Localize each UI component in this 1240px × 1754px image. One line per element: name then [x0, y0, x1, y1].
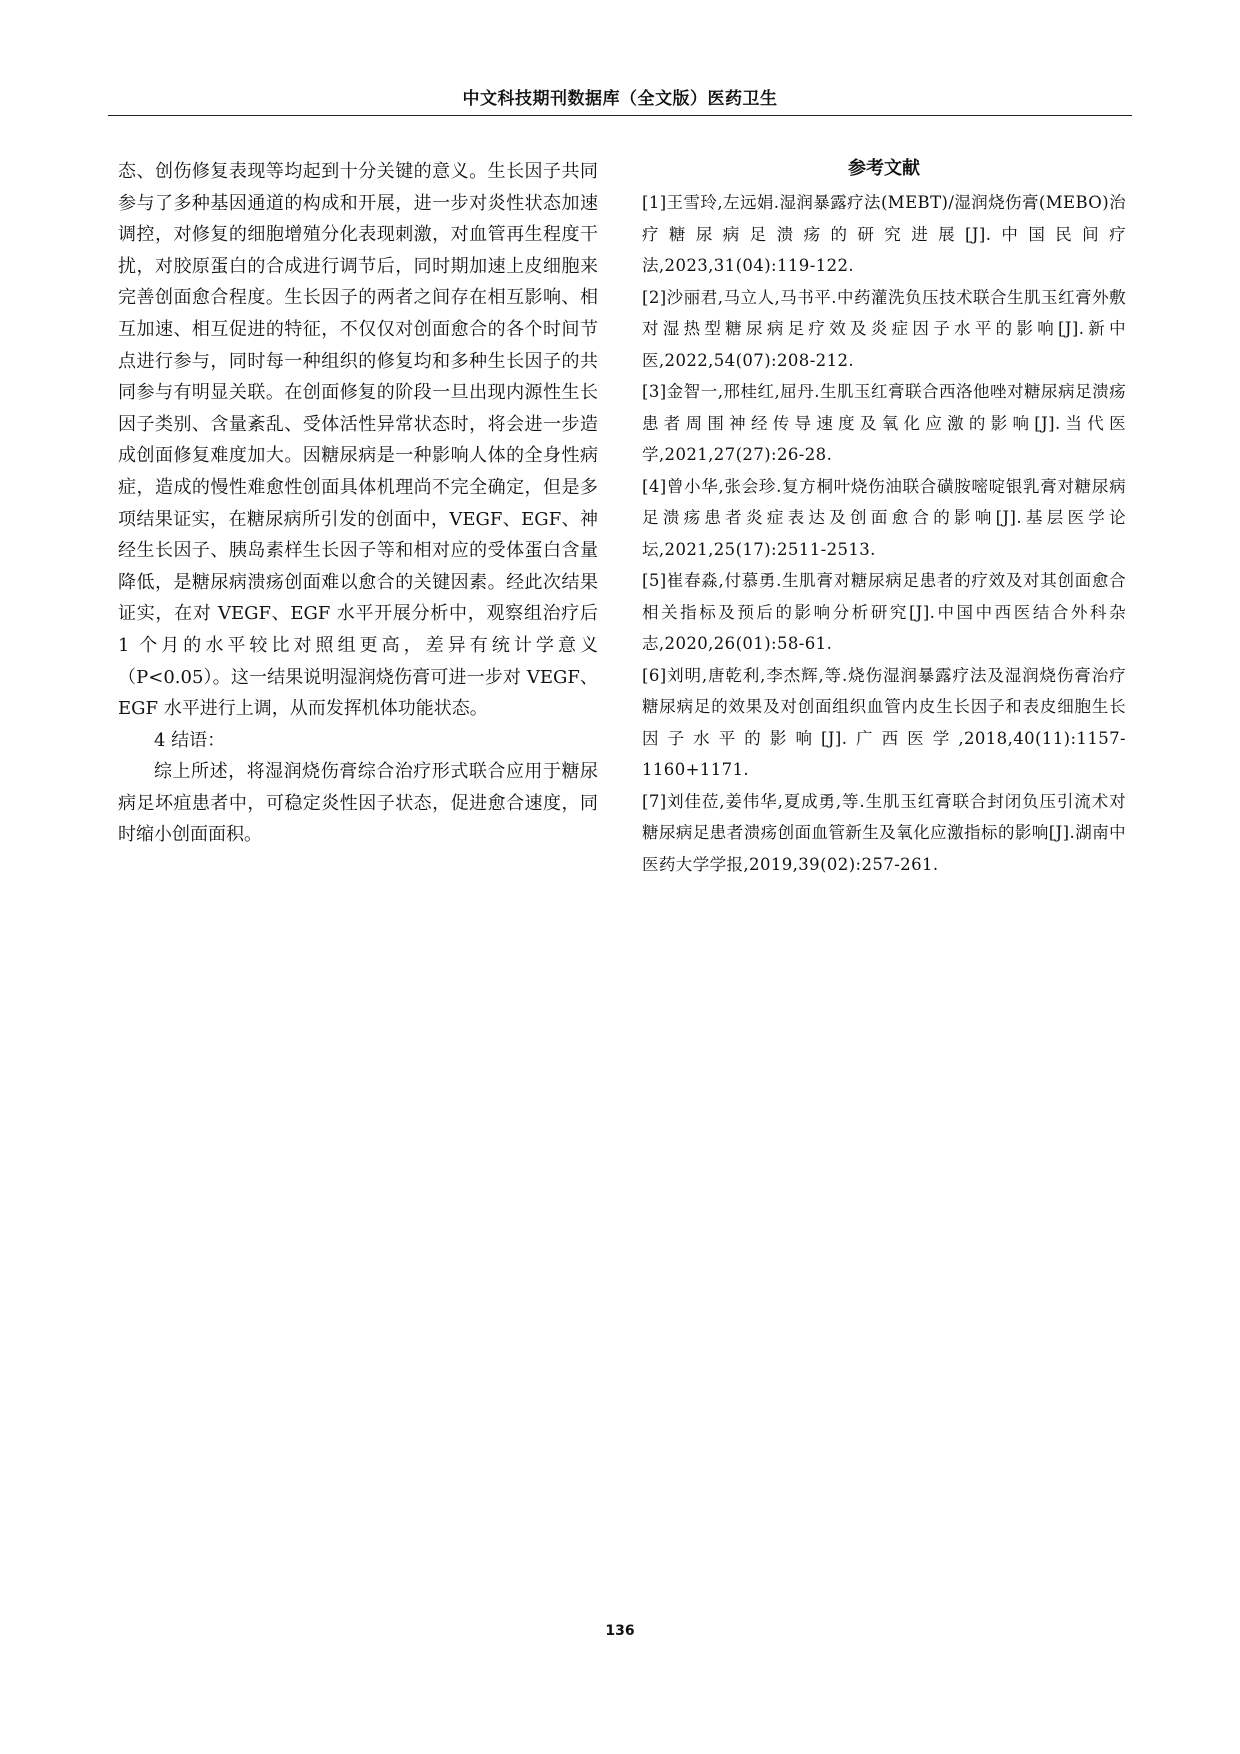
reference-item: [6]刘明,唐乾利,李杰辉,等.烧伤湿润暴露疗法及湿润烧伤膏治疗糖尿病足的效果及对创面组织血管内皮生长因子和表皮细胞生长因子水平的影响[J].广西医学,2018,40(11):1157-1160+1171. [642, 665, 1126, 779]
reference-item: [2]沙丽君,马立人,马书平.中药灌洗负压技术联合生肌玉红膏外敷对湿热型糖尿病足疗效及炎症因子水平的影响[J].新中医,2022,54(07):208-212. [642, 287, 1126, 370]
reference-item: [1]王雪玲,左远娟.湿润暴露疗法(MEBT)/湿润烧伤膏(MEBO)治疗糖尿病足溃疡的研究进展[J].中国民间疗法,2023,31(04):119-122. [642, 193, 1126, 275]
conclusion-heading: 4 结语： [154, 729, 226, 751]
conclusion-paragraph: 综上所述，将湿润烧伤膏综合治疗形式联合应用于糖尿病足坏疽患者中，可稳定炎性因子状态，促进愈合速度，同时缩小创面面积。 [118, 761, 598, 846]
journal-header: 中文科技期刊数据库（全文版）医药卫生 [462, 89, 778, 109]
body-paragraph: 态、创伤修复表现等均起到十分关键的意义。生长因子共同参与了多种基因通道的构成和开展，进一步对炎性状态加速调控，对修复的细胞增殖分化表现刺激，对血管再生程度干扰，对胶原蛋白的合成进行调节后，同时期加速上皮细胞来完善创面愈合程度。生长因子的两者之间存在相互影响、相互加速、相互促进的特征，不仅仅对创面愈合的各个时间节点进行参与，同时每一种组织的修复均和多种生长因子的共同参与有明显关联。在创面修复的阶段一旦出现内源性生长因子类别、含量紊乱、受体活性异常状态时，将会进一步造成创面修复难度加大。因糖尿病是一种影响人体的全身性病症，造成的慢性难愈性创面具体机理尚不完全确定，但是多项结果证实，在糖尿病所引发的创面中，VEGF、EGF、神经生长因子、胰岛素样生长因子等和相对应的受体蛋白含量降低，是糖尿病溃疡创面难以愈合的关键因素。经此次结果证实，在对 VEGF、EGF 水平开展分析中，观察组治疗后 1 个月的水平较比对照组更高，差异有统计学意义（P<0.05）。这一结果说明湿润烧伤膏可进一步对 VEGF、EGF 水平进行上调，从而发挥机体功能状态。 [118, 161, 598, 720]
reference-item: [7]刘佳莅,姜伟华,夏成勇,等.生肌玉红膏联合封闭负压引流术对糖尿病足患者溃疡创面血管新生及氧化应激指标的影响[J].湖南中医药大学学报,2019,39(02):257-261. [642, 791, 1126, 874]
header-divider [108, 115, 1132, 116]
reference-item: [4]曾小华,张会珍.复方桐叶烧伤油联合磺胺嘧啶银乳膏对糖尿病足溃疡患者炎症表达及创面愈合的影响[J].基层医学论坛,2021,25(17):2511-2513. [642, 476, 1126, 559]
page-number: 136 [605, 1623, 635, 1639]
references-heading: 参考文献 [848, 158, 920, 179]
left-column [118, 156, 598, 851]
reference-item: [3]金智一,邢桂红,屈丹.生肌玉红膏联合西洛他唑对糖尿病足溃疡患者周围神经传导速度及氧化应激的影响[J].当代医学,2021,27(27):26-28. [642, 382, 1126, 464]
reference-item: [5]崔春淼,付慕勇.生肌膏对糖尿病足患者的疗效及对其创面愈合相关指标及预后的影响分析研究[J].中国中西医结合外科杂志,2020,26(01):58-61. [642, 571, 1126, 653]
right-column [642, 156, 1126, 880]
